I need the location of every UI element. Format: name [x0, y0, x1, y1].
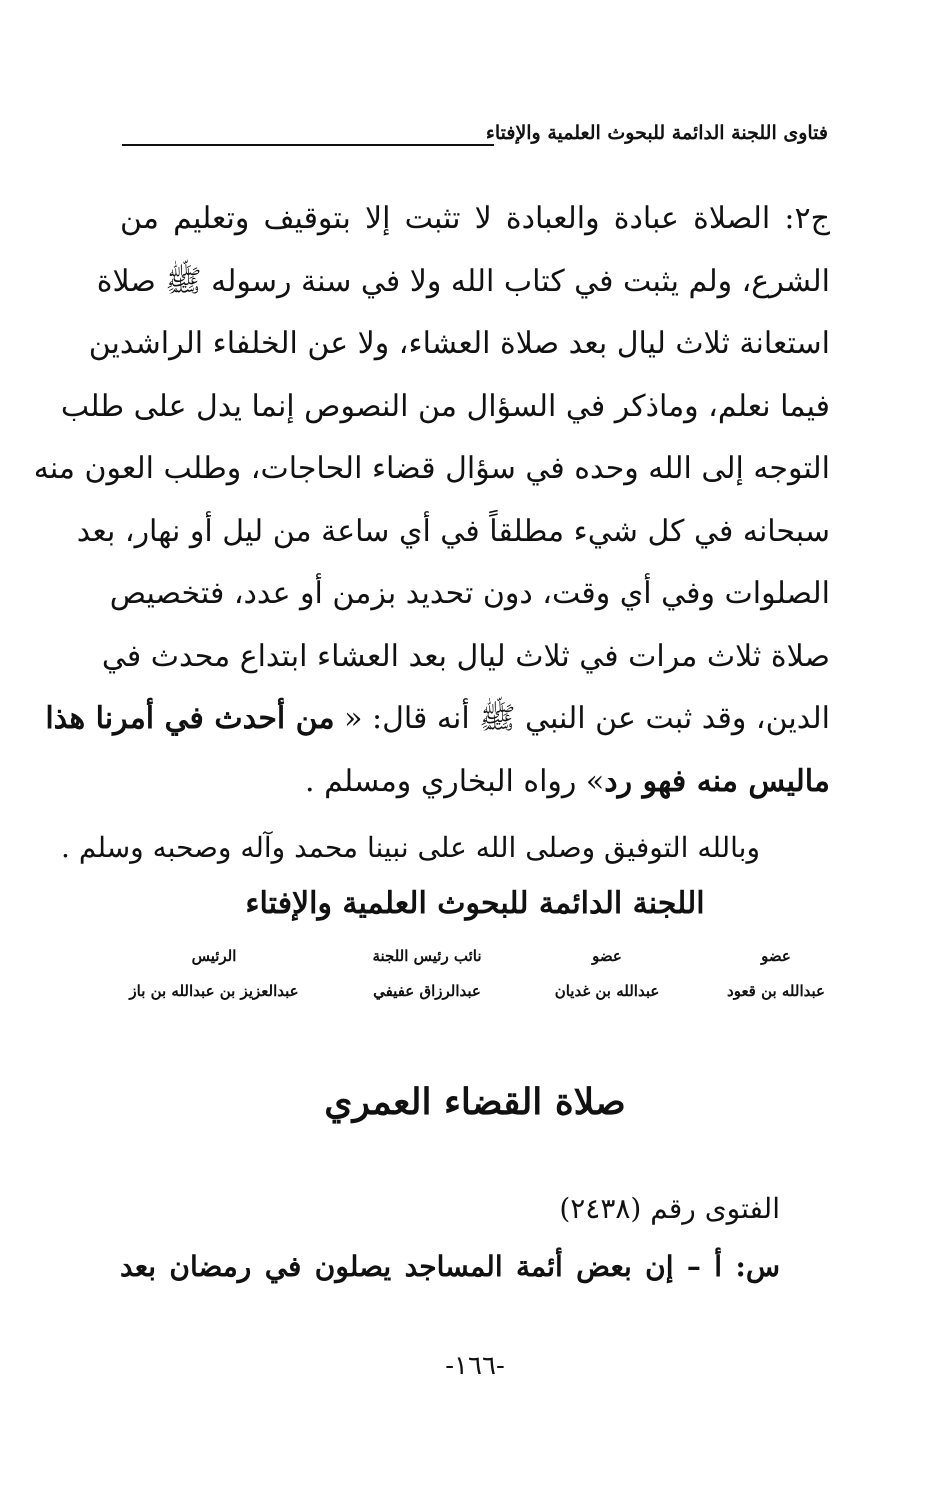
answer-line: سبحانه في كل شيء مطلقاً في أي ساعة من ليل أو نهار، بعد [76, 513, 830, 549]
signature-vice-president [352, 944, 502, 1006]
hadith-text-part1: من أحدث في أمرنا هذا [45, 701, 335, 736]
page-number: -١٦٦- [445, 1351, 505, 1381]
answer-line-hadith-end [120, 751, 830, 814]
answer-line9-prefix: الدين، وقد ثبت عن النبي ﷺ أنه قال: « [334, 701, 830, 736]
fatwa-number: الفتوى رقم (٢٤٣٨) [559, 1192, 780, 1225]
answer-line: الشرع، ولم يثبت في كتاب الله ولا في سنة رسوله ﷺ صلاة [96, 263, 830, 299]
signature-name: عبدالله بن قعود [727, 982, 825, 1000]
running-header-title: فتاوى اللجنة الدائمة للبحوث العلمية والإفتاء [485, 122, 828, 144]
signature-role: عضو [592, 947, 622, 965]
answer-line: ج٢: الصلاة عبادة والعبادة لا تثبت إلا بتوقيف وتعليم من [120, 201, 830, 236]
running-header [122, 118, 828, 158]
signature-role: الرئيس [191, 947, 237, 965]
running-header-rule [122, 144, 494, 146]
signature-member-1 [720, 944, 832, 1006]
answer-paragraph [33, 188, 830, 813]
closing-supplication: وبالله التوفيق وصلى الله على نبينا محمد وآله وصحبه وسلم . [61, 831, 760, 864]
answer-line-hadith-start [45, 688, 830, 751]
signatures-block [116, 944, 832, 1014]
question-text: س: أ – إن بعض أئمة المساجد يصلون في رمضان بعد [120, 1250, 780, 1283]
answer-line: استعانة ثلاث ليال بعد صلاة العشاء، ولا عن الخلفاء الراشدين [88, 326, 830, 361]
hadith-text-part2: ماليس منه فهو رد [604, 763, 830, 799]
section-title: صلاة القضاء العمري [324, 1081, 626, 1123]
signature-name: عبدالله بن غديان [554, 982, 660, 1000]
signature-name: عبدالرزاق عفيفي [373, 982, 481, 1000]
signature-president [116, 944, 312, 1006]
answer-line: صلاة ثلاث مرات في ثلاث ليال بعد العشاء ابتداع محدث في [101, 638, 830, 674]
signature-role: عضو [761, 947, 791, 965]
signature-role: نائب رئيس اللجنة [372, 947, 482, 965]
hadith-source: » رواه البخاري ومسلم . [305, 763, 605, 799]
answer-line: الصلوات وفي أي وقت، دون تحديد بزمن أو عدد، فتخصيص [109, 576, 830, 611]
signature-member-2 [542, 944, 672, 1006]
committee-name: اللجنة الدائمة للبحوث العلمية والإفتاء [245, 886, 705, 921]
answer-line: فيما نعلم، وماذكر في السؤال من النصوص إنما يدل على طلب [60, 388, 830, 424]
answer-line: التوجه إلى الله وحده في سؤال قضاء الحاجات، وطلب العون منه [33, 451, 830, 486]
signature-name: عبدالعزيز بن عبدالله بن باز [129, 982, 299, 1000]
